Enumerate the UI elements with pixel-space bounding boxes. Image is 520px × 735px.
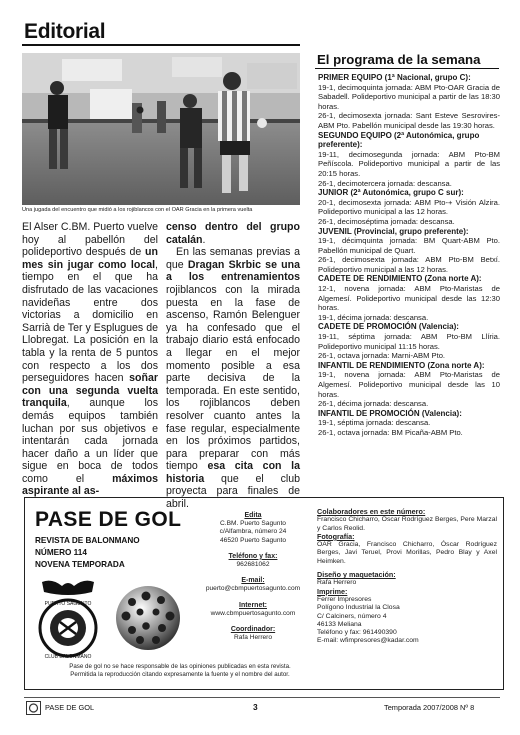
highlighted-text: máximos aspirante al as- (22, 472, 158, 498)
magazine-season: NOVENA TEMPORADA (35, 560, 125, 570)
team-heading: INFANTIL DE PROMOCIÓN (Valencia): (318, 408, 462, 418)
body-text: rojiblancos con la mirada puesta en la fase de ascenso, Ramón Belenguer ya ha confesado que el trabajo diario está enfocado a llegar en el mejor momento posible a esa parte decisiva de la temporada. En este sentido, los rojiblancos deben resolver cuanto antes la fase regular, especialmente en los próximos partidos, para preparar con más tiempo (166, 283, 300, 473)
fotografia-heading: Fotografía: (317, 531, 355, 541)
email-heading: E-mail: (241, 577, 265, 585)
body-text: . (202, 233, 206, 246)
colaboradores-value: Francisco Chicharro, Óscar Rodríguez Berges, Pere Marzal y Carlos Reolid. (317, 516, 497, 532)
body-text: , aunque los demás equipos también luchan por sus objetivos e intentarán cada jornada hacer daño a un líder que sigue en boca de todos como el (22, 397, 158, 485)
match-entry: 19-1, décimquinta jornada: BM Quart-ABM Pto. Pabellón municipal de Quart. (318, 236, 500, 255)
magazine-subtitle-1: REVISTA DE BALONMANO (35, 536, 140, 545)
edita-line: 46520 Puerto Sagunto (220, 536, 286, 544)
editorial-column-2 (166, 221, 300, 511)
coordinador-heading: Coordinador: (230, 626, 276, 634)
match-entry: 26-1, octava jornada: BM Picaña-ABM Pto. (318, 427, 463, 437)
page-number: 3 (253, 702, 258, 712)
highlighted-text: un mes sin jugar como local (22, 246, 158, 271)
publisher-info (195, 512, 311, 642)
imprime-heading: Imprime: (317, 586, 348, 596)
team-heading: CADETE DE PROMOCIÓN (Valencia): (318, 322, 459, 332)
match-entry: 20-1, decimosexta jornada: ABM Pto-+ Visión Alzira. Polideportivo municipal a las 12 horas. (318, 197, 500, 217)
match-entry: 26-1, decimoséptima jornada: descansa. (318, 216, 455, 226)
handball-photo (22, 53, 300, 205)
match-entry: 26-1, decimosexta jornada: Sant Esteve Sesrovires-ABM Pto. Pabellón municipal desde las 19:30 horas. (318, 111, 500, 130)
edita-line: C.BM. Puerto Sagunto (220, 520, 286, 528)
match-entry: 19-1, decimoquinta jornada: ABM Pto-OAR Gracia de Sabadell. Polideportivo municipal a partir de las 18:30 horas. (318, 82, 500, 111)
imprime-line: C/ Calciners, número 4 (317, 612, 387, 620)
match-entry: 19-1, novena jornada: ABM Pto-Maristas de Algemesí. Polideportivo municipal desde las 10 horas. (318, 370, 500, 399)
team-heading: SEGUNDO EQUIPO (2ª Autonómica, grupo preferente): (318, 130, 480, 150)
highlighted-text: Dragan Skrbic se una a los entrenamientos (166, 258, 300, 284)
body-text: , tiempo en el que ha disfrutado de las vacaciones navideñas entre dos victorias a domicilio en Sarrià de Ter y Esplugues de Llobregat. La posición en la tabla y la renta de 5 puntos con respecto a los dos perseguidores hacen (22, 258, 158, 385)
match-entry: 19-11, séptima jornada: ABM Pto-BM Llíria. Polideportivo municipal 11:15 horas. (318, 332, 500, 351)
team-heading: JUVENIL (Provincial, grupo preferente): (318, 226, 469, 236)
team-heading: INFANTIL DE RENDIMIENTO (Zona norte A): (318, 360, 485, 370)
team-heading: CADETE DE RENDIMIENTO (Zona norte A): (318, 274, 482, 284)
match-entry: 26-1, decimosexta jornada: ABM Pto-BM Betxí. Polideportivo municipal a las 12 horas. (318, 255, 500, 274)
website-link[interactable]: www.cbmpuertosagunto.com (210, 609, 296, 617)
diseno-value: Rafa Herrero (317, 579, 357, 587)
diseno-heading: Diseño y maquetación: (317, 570, 396, 580)
disclaimer-line-1: Pase de gol no se hace responsable de las opiniones publicadas en esta revista. (69, 663, 291, 670)
editorial-rule (22, 44, 300, 46)
imprime-email[interactable]: E-mail: wfimpresores@kadar.com (317, 637, 419, 645)
telefono-heading: Teléfono y fax: (228, 552, 278, 560)
collaborators-info (317, 508, 497, 646)
magazine-subtitle (35, 535, 140, 572)
match-entry: 26-1, décima jornada: descansa. (318, 399, 429, 409)
magazine-title: PASE DE GOL (35, 508, 182, 531)
highlighted-text: soñar con una segunda vuelta tranquila (22, 372, 158, 410)
edita-line: c/Alfambra, número 24 (219, 528, 287, 536)
match-entry: 19-11, decimosegunda jornada: ABM Pto-BM Peñíscola. Polideportivo municipal a partir de las 20:15 horas. (318, 149, 500, 178)
colaboradores-heading: Colaboradores en este número: (317, 507, 426, 516)
match-entry: 26-1, decimotercera jornada: descansa. (318, 178, 452, 188)
internet-heading: Internet: (239, 601, 267, 609)
body-text: El Alser C.BM. Puerto vuelve hoy al pabellón del polideportivo después de (22, 221, 159, 259)
svg-text:PUERTO SAGUNTO: PUERTO SAGUNTO (44, 601, 92, 607)
team-heading: PRIMER EQUIPO (1ª Nacional, grupo C): (318, 73, 471, 82)
footer-logo-icon (26, 701, 41, 715)
programa-list (318, 73, 500, 438)
coordinador-value: Rafa Herrero (233, 634, 273, 642)
disclaimer-line-2: Permitida la reproducción citando expresamente la fuente y el nombre del autor. (70, 671, 290, 678)
highlighted-text: censo dentro del grupo catalán (166, 221, 300, 246)
body-text: En las semanas previas a que (166, 246, 300, 271)
highlighted-text: esa cita con la historia (166, 460, 300, 485)
programa-title: El programa de la semana (317, 52, 481, 67)
editorial-column-1 (22, 221, 158, 498)
imprime-line: Ferrer Impresores (317, 595, 372, 603)
programa-rule (315, 68, 499, 69)
footer-magazine-name: PASE DE GOL (45, 703, 95, 712)
match-entry: 19-1, décima jornada: descansa. (318, 312, 429, 322)
fotografia-value: OAR Gracia, Francisco Chicharro, Óscar Rodríguez Berges, Javi Teruel, Provi Morillas, Pedro Blay y Axel Heimken. (317, 541, 497, 565)
match-entry: 26-1, octava jornada: Marni-ABM Pto. (318, 351, 446, 361)
footer-season: Temporada 2007/2008 Nº 8 (384, 703, 475, 712)
match-entry: 19-1, séptima jornada: descansa. (318, 418, 431, 428)
disclaimer (30, 663, 330, 679)
team-heading: JUNIOR (2ª Autonómica, grupo C sur): (318, 188, 464, 198)
globe-graphic-icon (112, 582, 184, 654)
match-entry: 12-1, novena jornada: ABM Pto-Maristas de Algemesí. Polideportivo municipal desde las 12:30 horas. (318, 284, 500, 313)
telefono-value: 962681062 (236, 561, 270, 569)
club-logo-icon (32, 578, 104, 664)
imprime-line: 46133 Meliana (317, 620, 362, 628)
imprime-line: Polígono Industrial la Closa (317, 604, 400, 612)
magazine-issue: NÚMERO 114 (35, 548, 87, 558)
photo-caption: Una jugada del encuentro que midió a los rojiblancos con el OAR Gracia en la primera vuelta (22, 207, 253, 213)
imprime-line: Teléfono y fax: 961490390 (317, 629, 397, 637)
edita-heading: Edita (244, 512, 262, 519)
body-text: que el club proyecta para finales de abril. (166, 472, 300, 511)
editorial-title: Editorial (24, 20, 106, 43)
email-link[interactable]: puerto@cbmpuertosagunto.com (205, 585, 301, 593)
footer-rule (24, 697, 500, 698)
svg-text:CLUB BALONMANO: CLUB BALONMANO (44, 654, 92, 660)
